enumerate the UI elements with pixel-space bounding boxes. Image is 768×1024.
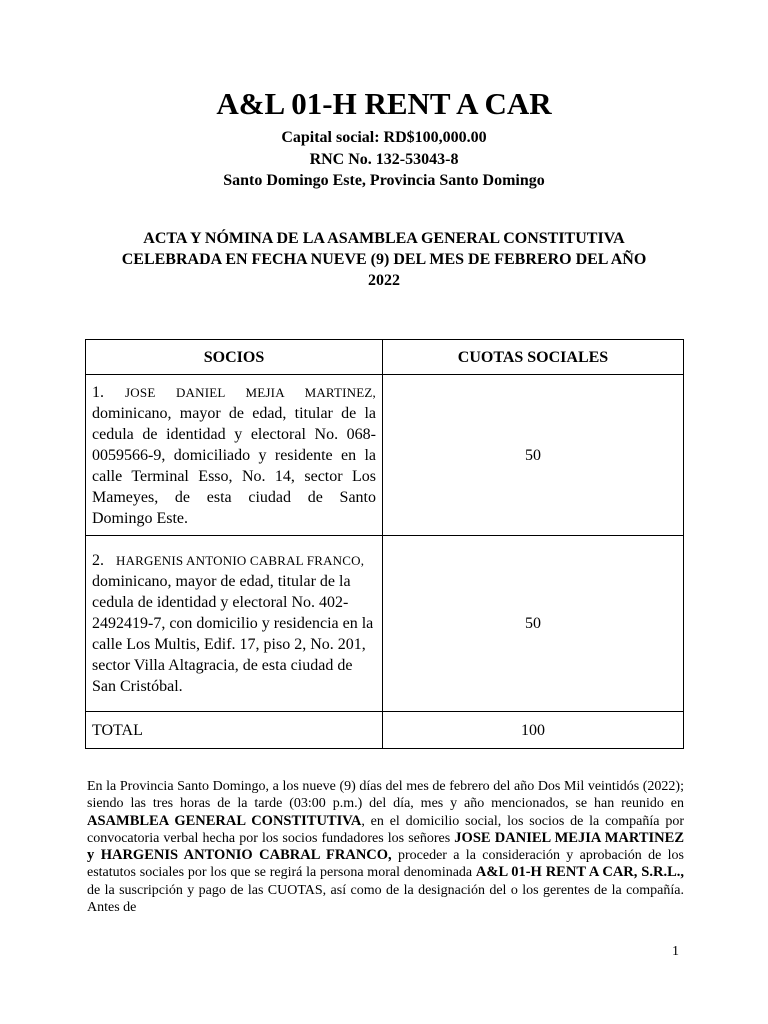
socio-details: dominicano, mayor de edad, titular de la cedula de identidad y electoral No. 402-2492419-7, con domicilio y residencia en la calle Los Multis, Edif. 17, piso 2, No. 201, sector Villa Altagracia, de esta ciudad de San Cristóbal. [92,573,374,695]
socio-cell [86,375,383,536]
acta-line-2: CELEBRADA EN FECHA NUEVE (9) DEL MES DE FEBRERO DEL AÑO [121,251,647,268]
socios-table [85,339,684,749]
paragraph-text: , en el domicilio social, los socios de la compañía por convocatoria verbal hecha por los socios fundadores los señores [87,813,684,846]
socio-index: 2. [92,552,104,569]
socio-details: dominicano, mayor de edad, titular de la cedula de identidad y electoral No. 068-0059566-9, domiciliado y residente en la calle Terminal Esso, No. 14, sector Los Mameyes, de esta ciudad de Santo Domingo Este. [92,404,376,527]
body-paragraph [87,778,684,916]
socio-index: 1. [92,383,104,401]
socio-name: JOSE DANIEL MEJIA MARTINEZ, [125,384,377,400]
table-total-row [86,712,684,749]
acta-heading [84,228,684,291]
paragraph-text: proceder a la consideración y aprobación de los estatutos sociales por los que se regirá la persona moral denominada [87,848,684,881]
acta-line-1: ACTA Y NÓMINA DE LA ASAMBLEA GENERAL CONSTITUTIVA [143,230,625,247]
socio-name: HARGENIS ANTONIO CABRAL FRANCO, [116,553,365,568]
total-value: 100 [383,712,684,749]
header-cuotas: CUOTAS SOCIALES [383,340,684,375]
page-number: 1 [672,944,679,959]
cuotas-cell: 50 [383,536,684,712]
rnc-number: RNC No. 132-53043-8 [309,151,459,168]
socio-cell [86,536,383,712]
table-row [86,375,684,536]
table-row [86,536,684,712]
paragraph-text: En la Provincia Santo Domingo, a los nueve (9) días del mes de febrero del año Dos Mil veintidós (2022); siendo las tres horas de la tarde (03:00 p.m.) del día, mes y año mencionados, se han reunido en [87,779,684,812]
paragraph-text: de la suscripción y pago de las CUOTAS, así como de la designación del o los gerentes de la compañía. Antes de [87,882,684,916]
cuotas-cell: 50 [383,375,684,536]
acta-line-3: 2022 [368,272,400,289]
paragraph-bold: ASAMBLEA GENERAL CONSTITUTIVA [87,812,362,829]
header-socios: SOCIOS [86,340,383,375]
company-title: A&L 01-H RENT A CAR [216,86,552,121]
paragraph-bold: A&L 01-H RENT A CAR, S.R.L., [475,864,684,881]
company-location: Santo Domingo Este, Provincia Santo Domingo [223,172,545,189]
total-label: TOTAL [86,712,383,749]
table-header-row [86,340,684,375]
capital-social: Capital social: RD$100,000.00 [281,129,487,146]
paragraph-bold: JOSE DANIEL MEJIA MARTINEZ y HARGENIS ANTONIO CABRAL FRANCO, [87,829,684,864]
